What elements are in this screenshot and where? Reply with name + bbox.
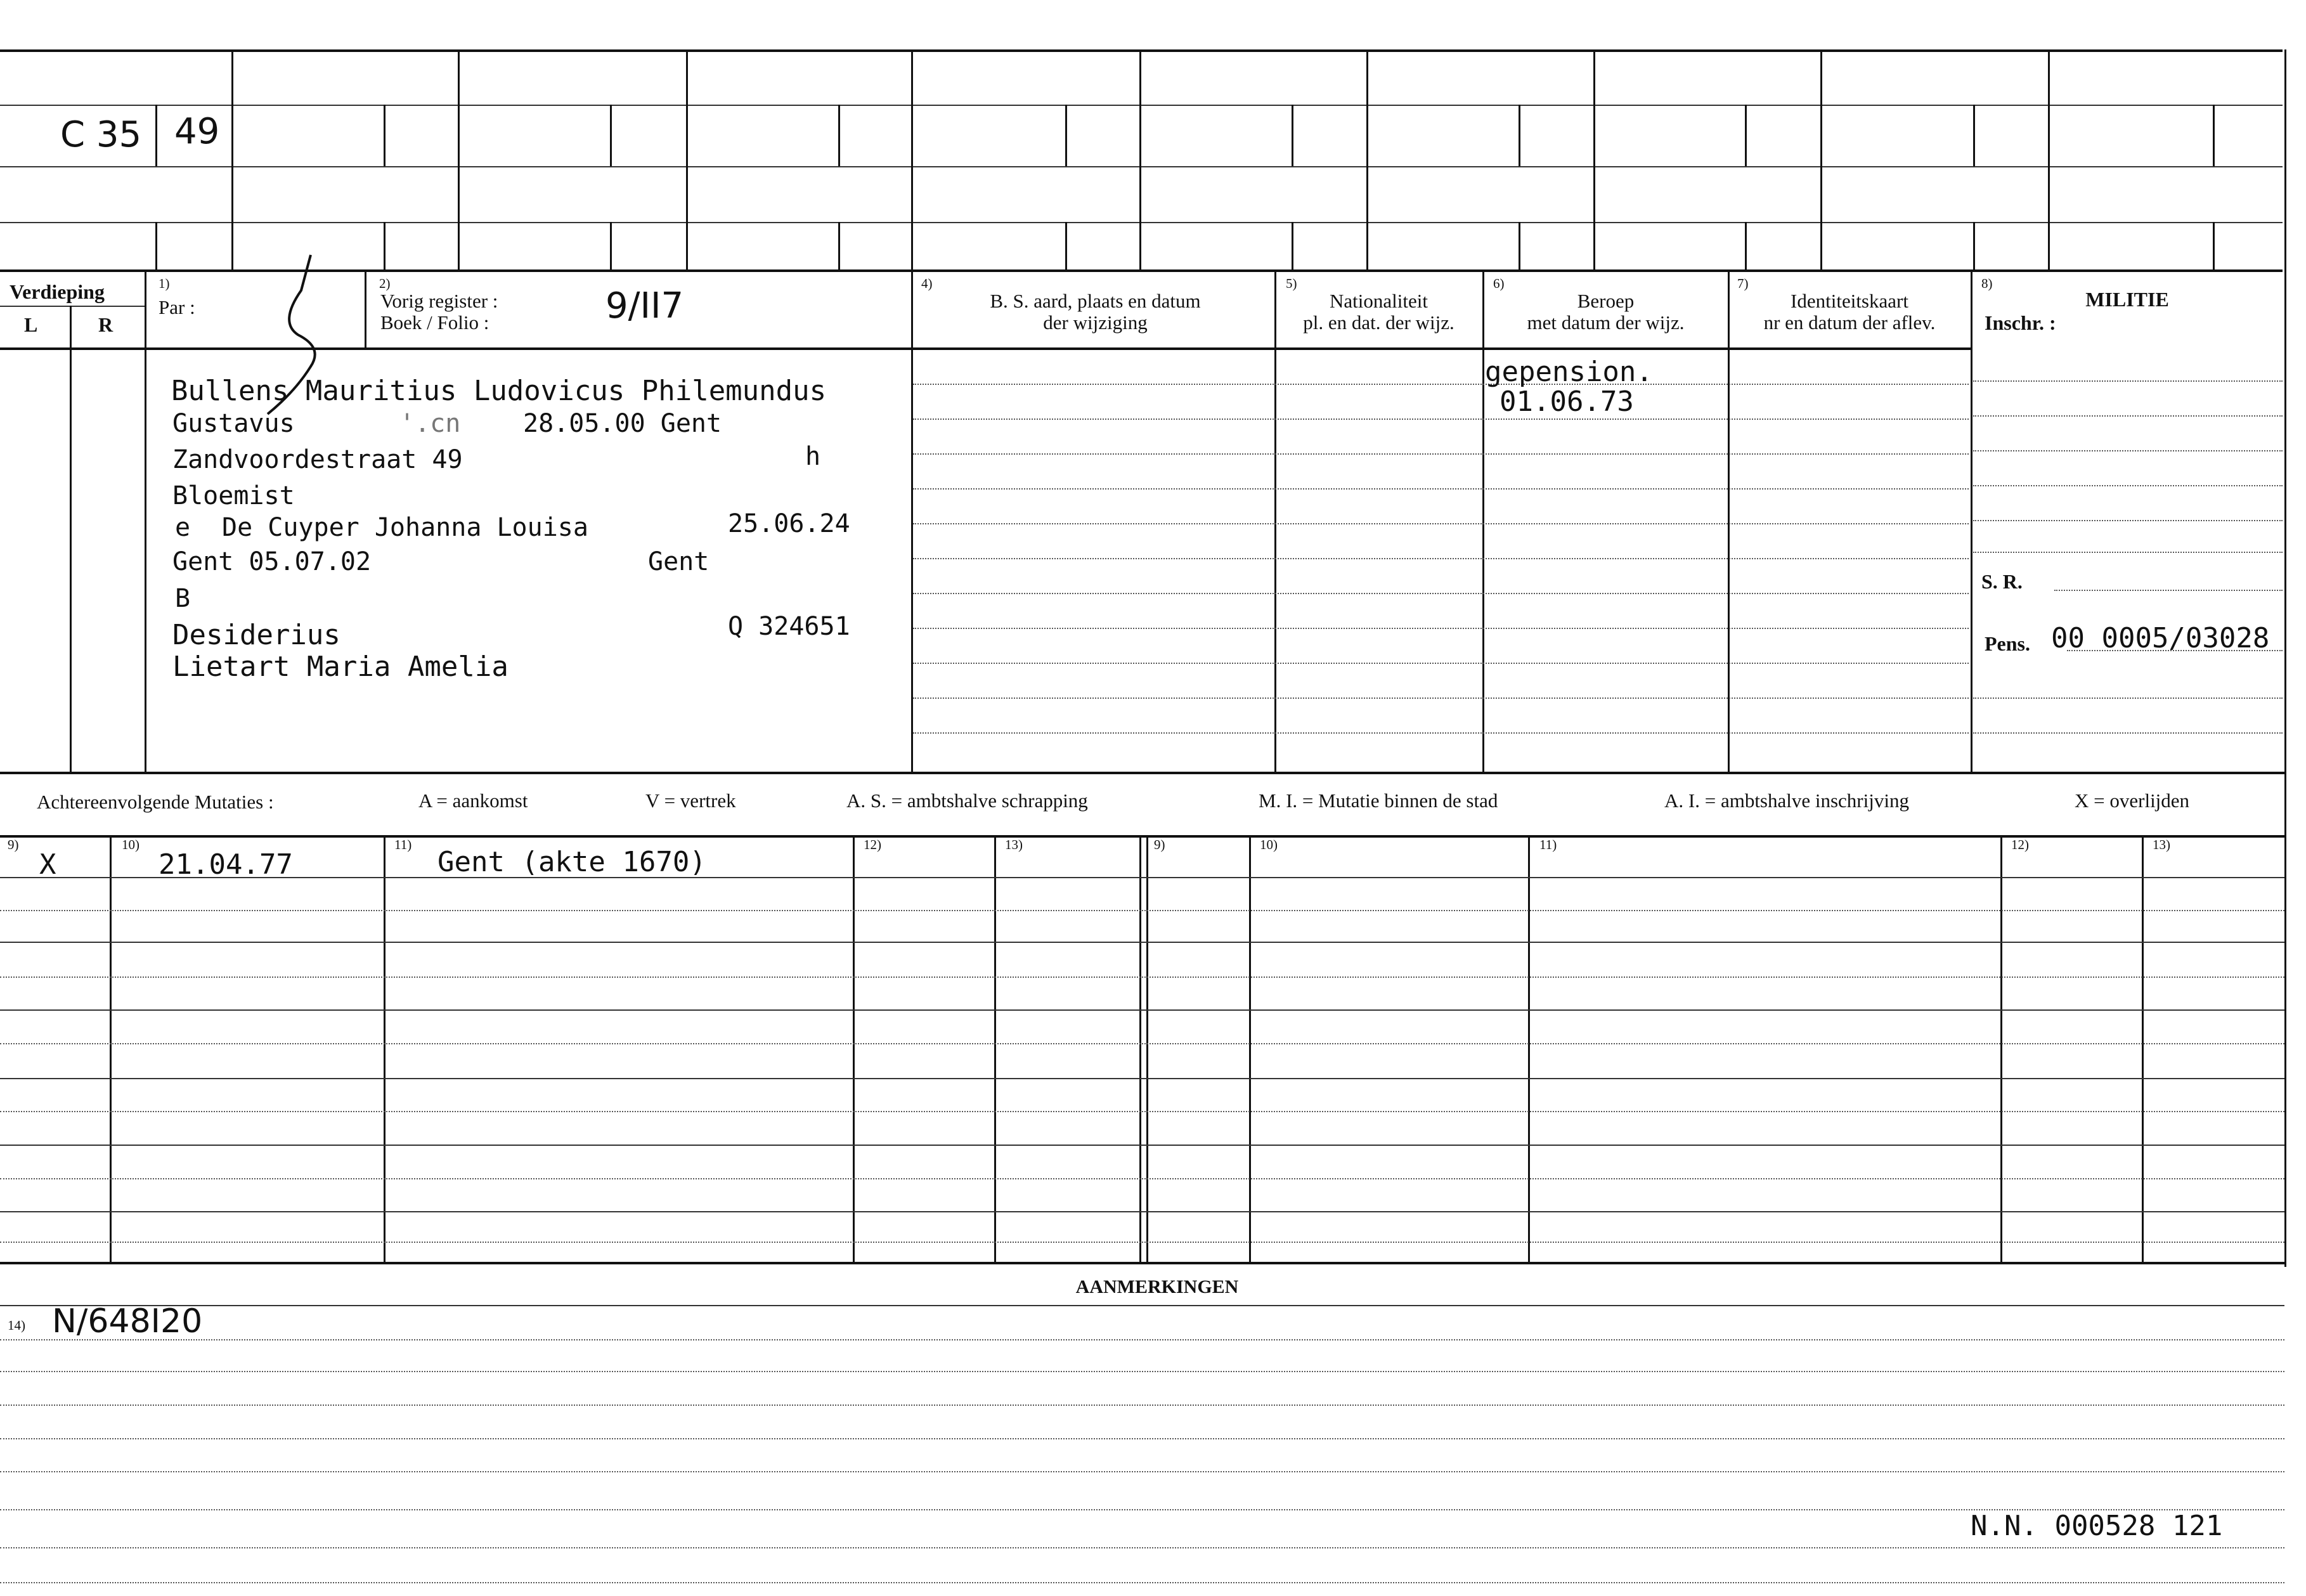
col-note-13b: 13) <box>2153 837 2170 852</box>
spouse-birth: Gent 05.07.02 <box>172 547 372 576</box>
mutatie-place: Gent (akte 1670) <box>437 846 706 878</box>
legend-mutatie-binnen-stad: M. I. = Mutatie binnen de stad <box>1259 789 1498 812</box>
mutaties-top-rule <box>0 772 2284 774</box>
col-note-11b: 11) <box>1539 837 1557 852</box>
verdieping-label: Verdieping <box>10 280 105 303</box>
aanmerkingen-rule <box>0 1305 2284 1306</box>
person-name-line2: Gustavus <box>172 409 295 438</box>
col-note-13a: 13) <box>1005 837 1023 852</box>
note-8: 8) <box>1981 276 1993 291</box>
col-note-12b: 12) <box>2011 837 2029 852</box>
birth-mark: '.cn <box>399 409 461 438</box>
nationaliteit-header-line2: pl. en dat. der wijz. <box>1303 311 1454 334</box>
col-l-label: L <box>24 313 38 336</box>
col-note-11a: 11) <box>394 837 412 852</box>
note-6: 6) <box>1493 276 1505 291</box>
mutaties-label: Achtereenvolgende Mutaties : <box>37 791 274 813</box>
person-name-line1: Bullens Mauritius Ludovicus Philemundus <box>171 375 827 407</box>
par-label: Par : <box>159 296 195 318</box>
vorig-register-value: 9/II7 <box>606 285 684 327</box>
legend-ambtshalve-schrapping: A. S. = ambtshalve schrapping <box>846 789 1088 812</box>
vorig-register-label: Vorig register : <box>380 290 498 312</box>
beroep-entry-line2: 01.06.73 <box>1500 386 1634 418</box>
bs-header-line2: der wijziging <box>1043 311 1148 334</box>
occupation: Bloemist <box>172 481 295 510</box>
pens-label: Pens. <box>1985 632 2030 655</box>
beroep-header-line2: met datum der wijz. <box>1527 311 1685 334</box>
identiteitskaart-header-line1: Identiteitskaart <box>1791 290 1908 312</box>
legend-overlijden: X = overlijden <box>2075 789 2190 812</box>
address: Zandvoordestraat 49 <box>172 445 463 474</box>
inschr-label: Inschr. : <box>1985 311 2056 334</box>
father-name: Desiderius <box>172 619 340 651</box>
note-2: 2) <box>379 276 391 291</box>
col-note-12a: 12) <box>864 837 881 852</box>
col-note-9b: 9) <box>1154 837 1165 852</box>
mother-name: Lietart Maria Amelia <box>172 651 508 683</box>
boek-folio-label: Boek / Folio : <box>380 311 489 334</box>
legend-ambtshalve-inschrijving: A. I. = ambtshalve inschrijving <box>1664 789 1909 812</box>
note-4: 4) <box>921 276 933 291</box>
note-5: 5) <box>1286 276 1297 291</box>
militie-header: MILITIE <box>2085 288 2169 311</box>
register-number: 49 <box>174 111 220 152</box>
sr-label: S. R. <box>1981 570 2023 593</box>
note-14: 14) <box>8 1318 25 1333</box>
bs-header-line1: B. S. aard, plaats en datum <box>990 290 1201 312</box>
spouse-birth-place: Gent <box>648 547 709 576</box>
nationaliteit-header-line1: Nationaliteit <box>1330 290 1428 312</box>
aanmerkingen-value: N/648I20 <box>52 1302 203 1340</box>
col-note-10a: 10) <box>122 837 139 852</box>
identiteitskaart-header-line2: nr en datum der aflev. <box>1763 311 1936 334</box>
id-number: Q 324651 <box>728 612 850 641</box>
beroep-entry-line1: gepension. <box>1485 356 1653 388</box>
marital-h: h <box>805 442 821 471</box>
beroep-header-line1: Beroep <box>1577 290 1635 312</box>
nn-number: N.N. 000528 121 <box>1971 1510 2223 1542</box>
aanmerkingen-title: AANMERKINGEN <box>1075 1276 1239 1297</box>
note-7: 7) <box>1737 276 1749 291</box>
pens-value: 00 0005/03028 <box>2051 622 2270 654</box>
mutatie-code: X <box>39 848 56 881</box>
col-r-label: R <box>98 313 113 336</box>
birth-date: 28.05.00 Gent <box>523 409 722 438</box>
legend-aankomst: A = aankomst <box>418 789 528 812</box>
legend-vertrek: V = vertrek <box>645 789 736 812</box>
col-note-10b: 10) <box>1260 837 1278 852</box>
spouse-name: De Cuyper Johanna Louisa <box>222 513 588 542</box>
spouse-date: 25.06.24 <box>728 509 850 538</box>
marker-b: B <box>175 584 191 613</box>
mutatie-date: 21.04.77 <box>159 848 293 881</box>
note-1: 1) <box>159 276 170 291</box>
col-note-9a: 9) <box>8 837 19 852</box>
spouse-prefix: e <box>175 513 191 542</box>
register-code: C 35 <box>60 114 142 155</box>
